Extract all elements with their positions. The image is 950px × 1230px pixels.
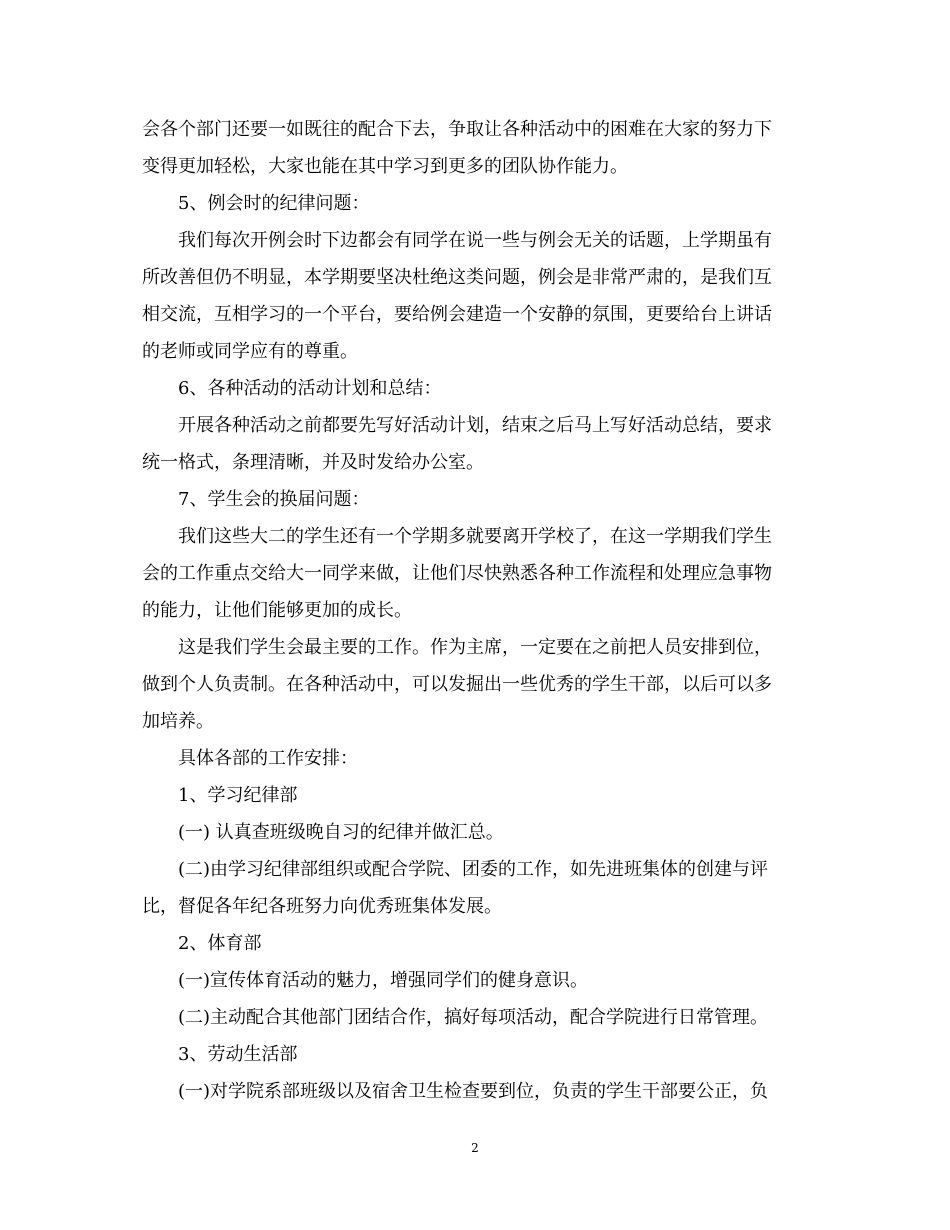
text-line: 开展各种活动之前都要先写好活动计划，结束之后马上写好活动总结，要求 (178, 415, 772, 436)
text-line: 做到个人负责制。在各种活动中，可以发掘出一些优秀的学生干部，以后可以多 (142, 674, 772, 695)
list-item: (一) 认真查班级晚自习的纪律并做汇总。 (178, 822, 504, 843)
subsection-heading: 2、体育部 (178, 933, 262, 954)
text-line: 变得更加轻松，大家也能在其中学习到更多的团队协作能力。 (142, 156, 628, 177)
list-item: (一)对学院系部班级以及宿舍卫生检查要到位，负责的学生干部要公正，负 (178, 1081, 769, 1102)
text-line: 加培养。 (142, 711, 214, 732)
section-heading: 6、各种活动的活动计划和总结： (178, 378, 442, 399)
list-item: (二)由学习纪律部组织或配合学院、团委的工作，如先进班集体的创建与评 (178, 859, 769, 880)
text-line: 统一格式，条理清晰，并及时发给办公室。 (142, 452, 484, 473)
text-line: 的能力，让他们能够更加的成长。 (142, 600, 412, 621)
subsection-heading: 3、劳动生活部 (178, 1044, 298, 1065)
text-line: 会的工作重点交给大一同学来做，让他们尽快熟悉各种工作流程和处理应急事物 (142, 563, 772, 584)
section-heading: 7、学生会的换届问题： (178, 489, 370, 510)
page-number: 2 (471, 1141, 479, 1155)
text-line: 比，督促各年纪各班努力向优秀班集体发展。 (142, 896, 502, 917)
text-line: 相交流，互相学习的一个平台，要给例会建造一个安静的氛围，更要给台上讲话 (142, 304, 772, 325)
text-line: 我们这些大二的学生还有一个学期多就要离开学校了，在这一学期我们学生 (178, 526, 772, 547)
subsection-heading: 1、学习纪律部 (178, 785, 298, 806)
text-line: 我们每次开例会时下边都会有同学在说一些与例会无关的话题，上学期虽有 (178, 230, 772, 251)
list-item: (二)主动配合其他部门团结合作，搞好每项活动，配合学院进行日常管理。 (178, 1007, 769, 1028)
text-line: 会各个部门还要一如既往的配合下去，争取让各种活动中的困难在大家的努力下 (142, 119, 772, 140)
text-line: 的老师或同学应有的尊重。 (142, 341, 358, 362)
text-line: 所改善但仍不明显，本学期要坚决杜绝这类问题，例会是非常严肃的，是我们互 (142, 267, 772, 288)
section-heading: 具体各部的工作安排： (178, 748, 358, 769)
text-line: 这是我们学生会最主要的工作。作为主席，一定要在之前把人员安排到位， (178, 637, 772, 658)
section-heading: 5、例会时的纪律问题： (178, 193, 370, 214)
list-item: (一)宣传体育活动的魅力，增强同学们的健身意识。 (178, 970, 589, 991)
